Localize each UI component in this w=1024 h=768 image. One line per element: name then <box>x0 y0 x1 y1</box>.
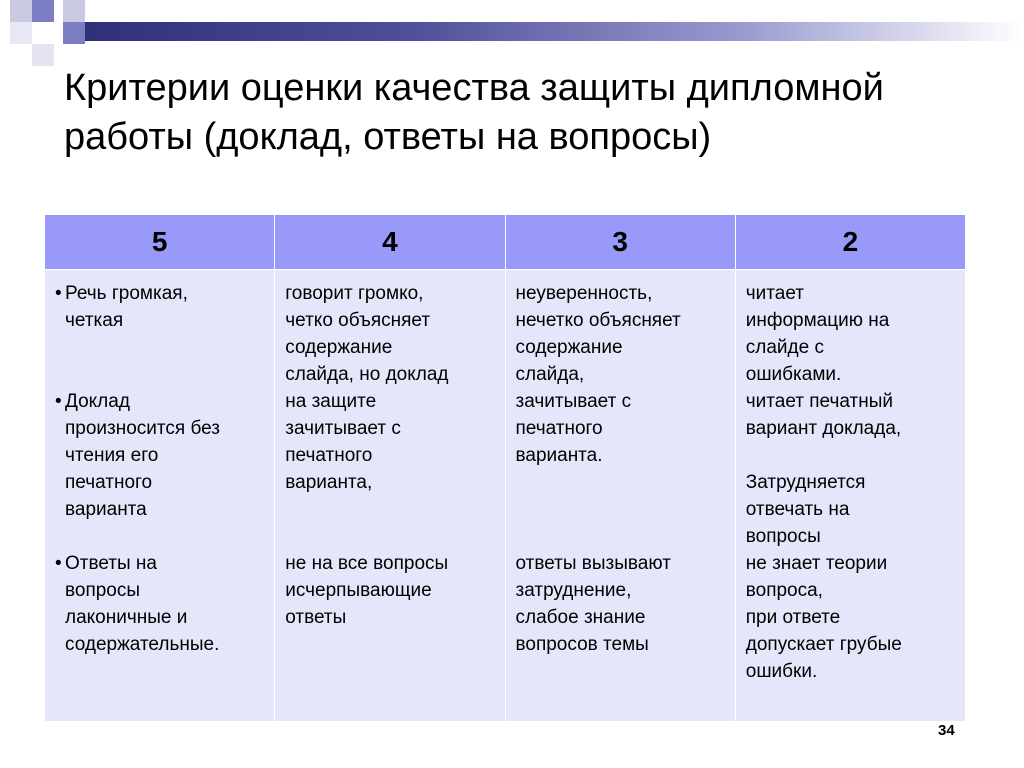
decor-square <box>32 44 54 66</box>
cell-line: нечетко объясняет <box>515 310 681 331</box>
cell-line: ответы вызывают <box>515 553 671 574</box>
cell-grade-5 <box>45 270 275 722</box>
item-line: Речь громкая, <box>65 283 188 304</box>
header-grade-4: 4 <box>275 215 505 270</box>
item-line: четкая <box>65 310 124 331</box>
cell-line: читает <box>745 283 804 304</box>
cell-line: содержание <box>285 337 393 358</box>
decor-square <box>10 22 32 44</box>
bullet: • <box>55 283 62 304</box>
header-grade-3: 3 <box>505 215 735 270</box>
cell-line: отвечать на <box>745 499 850 520</box>
list-item <box>55 550 264 658</box>
bullet: • <box>55 553 62 574</box>
cell-grade-3 <box>505 270 735 722</box>
cell-grade-4 <box>275 270 505 722</box>
cell-line: затруднение, <box>515 580 632 601</box>
item-line: Ответы на <box>65 553 157 574</box>
item-line: Доклад <box>65 391 130 412</box>
list-item <box>55 280 264 334</box>
decor-square <box>63 0 85 22</box>
item-line: варианта <box>65 499 147 520</box>
item-line: чтения его <box>65 445 159 466</box>
header-gradient-bar <box>85 22 1024 41</box>
cell-line: печатного <box>285 445 373 466</box>
item-line: содержательные. <box>65 634 220 655</box>
decor-square <box>10 0 32 22</box>
cell-line: варианта, <box>285 472 373 493</box>
cell-line: слайда, <box>515 364 585 385</box>
cell-line: слайда, но доклад <box>285 364 449 385</box>
cell-line: вопроса, <box>745 580 823 601</box>
item-line: печатного <box>65 472 153 493</box>
cell-line: при ответе <box>745 607 841 628</box>
cell-line: слабое знание <box>515 607 646 628</box>
cell-line: вопросы <box>745 526 821 547</box>
cell-line: четко объясняет <box>285 310 431 331</box>
cell-line: ошибками. <box>745 364 842 385</box>
decor-square <box>63 22 85 44</box>
cell-line: ответы <box>285 607 347 628</box>
item-line: лаконичные и <box>65 607 188 628</box>
cell-line: не знает теории <box>745 553 888 574</box>
header-grade-2: 2 <box>735 215 965 270</box>
cell-line: информацию на <box>745 310 890 331</box>
criteria-row <box>45 270 966 722</box>
slide-title: Критерии оценки качества защиты дипломной работы (доклад, ответы на вопросы) <box>64 67 884 158</box>
cell-line: исчерпывающие <box>285 580 432 601</box>
cell-line: слайде с <box>745 337 824 358</box>
cell-line: неуверенность, <box>515 283 653 304</box>
cell-line: говорит громко, <box>285 283 424 304</box>
cell-line: зачитывает с <box>285 418 401 439</box>
header-row <box>45 215 966 270</box>
cell-line: содержание <box>515 337 623 358</box>
cell-line: печатного <box>515 418 603 439</box>
item-line: произносится без <box>65 418 221 439</box>
cell-line: варианта. <box>515 445 603 466</box>
bullet: • <box>55 391 62 412</box>
decor-square <box>32 0 54 22</box>
cell-line: на защите <box>285 391 377 412</box>
cell-line: ошибки. <box>745 661 818 682</box>
cell-line: допускает грубые <box>745 634 902 655</box>
cell-line: читает печатный <box>745 391 893 412</box>
cell-line: не на все вопросы <box>285 553 449 574</box>
item-line: вопросы <box>65 580 141 601</box>
cell-line: вариант доклада, <box>745 418 902 439</box>
cell-line: Затрудняется <box>745 472 866 493</box>
header-grade-5: 5 <box>45 215 275 270</box>
cell-grade-2 <box>735 270 965 722</box>
list-item <box>55 388 264 523</box>
cell-line: зачитывает с <box>515 391 632 412</box>
criteria-table <box>44 214 966 722</box>
page-number: 34 <box>938 722 955 739</box>
cell-line: вопросов темы <box>515 634 649 655</box>
